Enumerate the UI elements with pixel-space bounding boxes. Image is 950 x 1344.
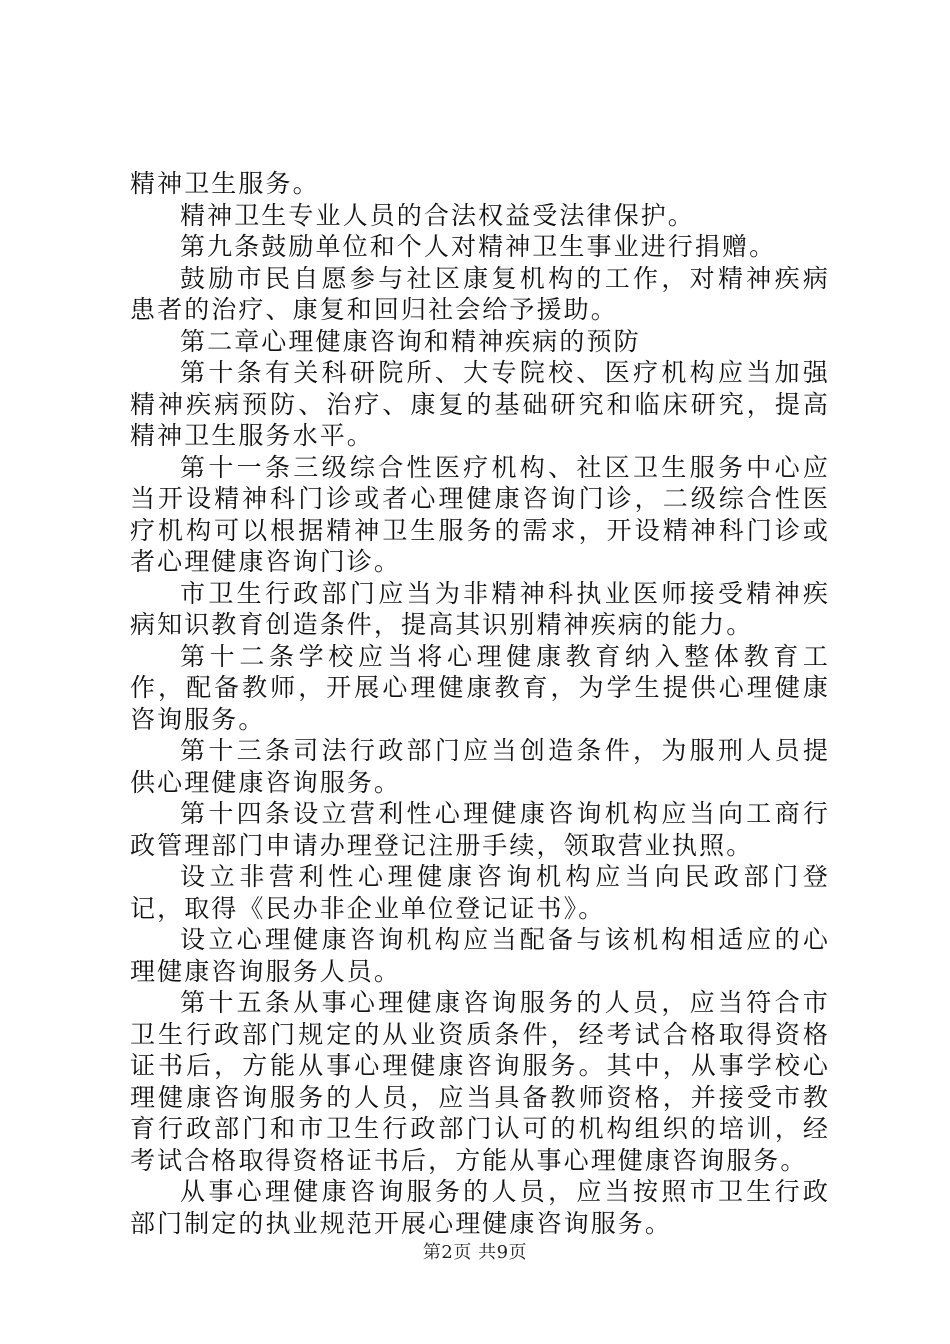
paragraph-article-14: 第十四条设立营利性心理健康咨询机构应当向工商行政管理部门申请办理登记注册手续，领取营业执照。 — [130, 799, 830, 860]
paragraph-article-10: 第十条有关科研院所、大专院校、医疗机构应当加强精神疾病预防、治疗、康复的基础研究和临床研究，提高精神卫生服务水平。 — [130, 358, 830, 450]
paragraph: 鼓励市民自愿参与社区康复机构的工作，对精神疾病患者的治疗、康复和回归社会给予援助。 — [130, 263, 830, 324]
paragraph-article-11: 第十一条三级综合性医疗机构、社区卫生服务中心应当开设精神科门诊或者心理健康咨询门诊，二级综合性医疗机构可以根据精神卫生服务的需求，开设精神科门诊或者心理健康咨询门诊。 — [130, 452, 830, 576]
page-number-footer: 第2页 共9页 — [422, 1242, 528, 1263]
paragraph: 精神卫生专业人员的合法权益受法律保护。 — [180, 200, 695, 230]
paragraph-article-15: 第十五条从事心理健康咨询服务的人员，应当符合市卫生行政部门规定的从业资质条件，经考试合格取得资格证书后，方能从事心理健康咨询服务。其中，从事学校心理健康咨询服务的人员，应当具备教师资格，并接受市教育行政部门和市卫生行政部门认可的机构组织的培训，经考试合格取得资格证书后，方能从事心理健康咨询服务。 — [130, 988, 830, 1175]
paragraph-article-13: 第十三条司法行政部门应当创造条件，为服刑人员提供心理健康咨询服务。 — [130, 736, 830, 797]
document-body — [130, 168, 830, 1239]
paragraph-continuation: 精神卫生服务。 — [130, 169, 320, 198]
paragraph-article-9: 第九条鼓励单位和个人对精神卫生事业进行捐赠。 — [180, 232, 777, 261]
paragraph: 从事心理健康咨询服务的人员，应当按照市卫生行政部门制定的执业规范开展心理健康咨询服务。 — [130, 1177, 830, 1238]
paragraph: 设立非营利性心理健康咨询机构应当向民政部门登记，取得《民办非企业单位登记证书》。 — [130, 862, 830, 923]
paragraph-article-12: 第十二条学校应当将心理健康教育纳入整体教育工作，配备教师，开展心理健康教育，为学生提供心理健康咨询服务。 — [130, 641, 830, 734]
chapter-heading: 第二章心理健康咨询和精神疾病的预防 — [180, 326, 641, 356]
paragraph: 设立心理健康咨询机构应当配备与该机构相适应的心理健康咨询服务人员。 — [130, 925, 830, 986]
paragraph: 市卫生行政部门应当为非精神科执业医师接受精神疾病知识教育创造条件，提高其识别精神疾病的能力。 — [130, 578, 830, 639]
